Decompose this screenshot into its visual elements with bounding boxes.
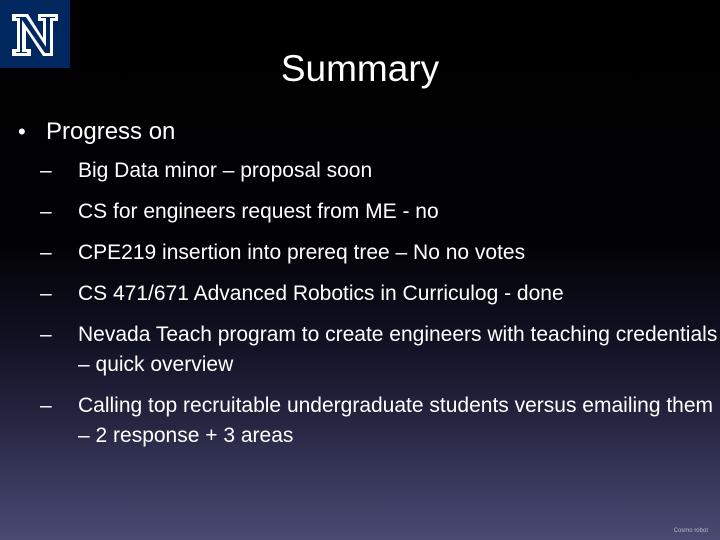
dash-marker: – [40, 282, 52, 305]
sub-bullet-calling-students [18, 391, 718, 451]
slide-title: Summary [280, 48, 440, 89]
sub-bullet-nevada-teach [18, 320, 718, 380]
n-logo-icon [0, 0, 70, 68]
sub-bullet-cs-for-engineers [18, 197, 718, 227]
sub-bullet-text: Calling top recruitable undergraduate students versus emailing them – 2 response + 3 areas [78, 394, 714, 447]
dash-marker: – [40, 323, 52, 346]
sub-bullet-text: CS for engineers request from ME - no [78, 200, 439, 223]
sub-bullet-text: Big Data minor – proposal soon [78, 159, 373, 182]
dash-marker: – [40, 200, 52, 223]
dash-marker: – [40, 241, 52, 264]
slide-content [18, 114, 718, 462]
dash-marker: – [40, 394, 52, 417]
bullet-text: Progress on [46, 118, 176, 145]
university-logo [0, 0, 70, 68]
dash-marker: – [40, 159, 52, 182]
sub-bullet-list [18, 156, 718, 451]
sub-bullet-text: CPE219 insertion into prereq tree – No no votes [78, 241, 526, 264]
sub-bullet-text: CS 471/671 Advanced Robotics in Curriculog - done [78, 282, 564, 305]
sub-bullet-cpe219 [18, 238, 718, 268]
sub-bullet-text: Nevada Teach program to create engineers with teaching credentials – quick overview [78, 323, 718, 376]
footer-note: Cosmo robot [673, 528, 708, 534]
bullet-marker: • [18, 119, 26, 144]
sub-bullet-cs471 [18, 279, 718, 309]
sub-bullet-big-data-minor [18, 156, 718, 186]
bullet-progress [18, 114, 710, 150]
